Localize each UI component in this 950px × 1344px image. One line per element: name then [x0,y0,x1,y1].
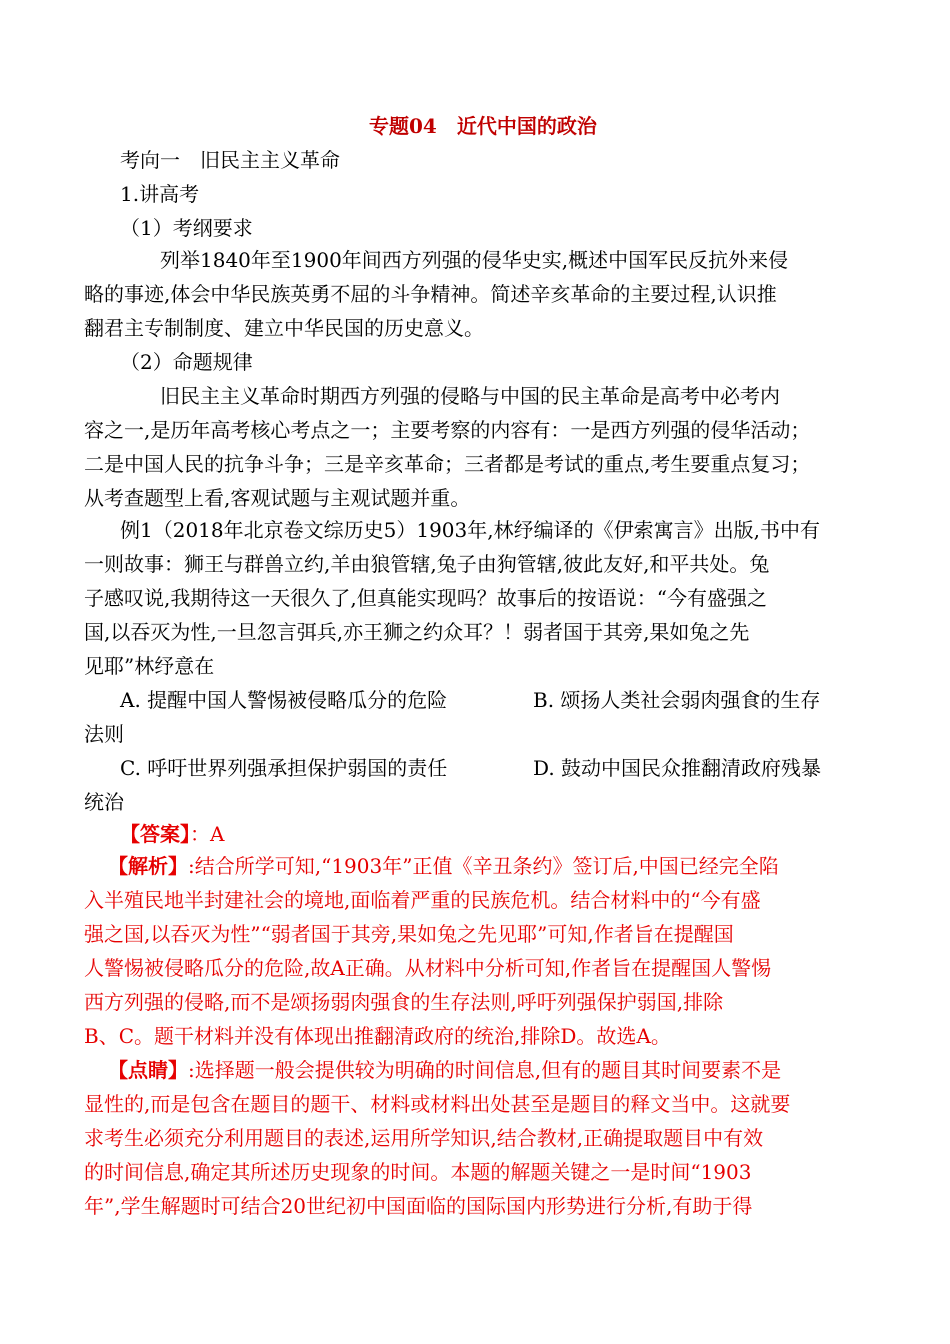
option-b-wrap: 法则 [84,722,124,746]
analysis-label: 【解析】 [108,854,188,878]
option-b: B. 颂扬人类社会弱肉强食的生存 [533,688,821,712]
option-d: D. 鼓动中国民众推翻清政府残暴 [533,756,822,780]
subsection-heading: 1.讲高考 [120,182,200,206]
tip-label: 【点睛】 [108,1058,188,1082]
example-line: 见耶”林纾意在 [84,654,215,678]
analysis-first-line [108,852,779,880]
option-a: A. 提醒中国人警惕被侵略瓜分的危险 [120,688,448,712]
tip-line: 显性的,而是包含在题目的题干、材料或材料出处甚至是题目的释文当中。这就要 [84,1092,791,1116]
requirements-line: 翻君主专制制度、建立中华民国的历史意义。 [84,316,484,340]
tip-line: 求考生必须充分利用题目的表述,运用所学知识,结合教材,正确提取题目中有效 [84,1126,764,1150]
rules-line: 旧民主主义革命时期西方列强的侵略与中国的民主革命是高考中必考内 [160,384,780,408]
example-line: 例1（2018年北京卷文综历史5）1903年,林纾编译的《伊索寓言》出版,书中有 [120,518,820,542]
section-heading: 考向一 旧民主主义革命 [120,148,340,172]
analysis-line: 人警惕被侵略瓜分的危险,故A正确。从材料中分析可知,作者旨在提醒国人警惕 [84,956,772,980]
analysis-line: 西方列强的侵略,而不是颂扬弱肉强食的生存法则,呼吁列强保护弱国,排除 [84,990,724,1014]
requirements-line: 列举1840年至1900年间西方列强的侵华史实,概述中国军民反抗外来侵 [160,248,789,272]
requirements-line: 略的事迹,体会中华民族英勇不屈的斗争精神。简述辛亥革命的主要过程,认识推 [84,282,777,306]
rules-line: 容之一,是历年高考核心考点之一；主要考察的内容有：一是西方列强的侵华活动； [84,418,811,442]
option-c: C. 呼吁世界列强承担保护弱国的责任 [120,756,448,780]
subsection-rules: （2）命题规律 [120,350,253,374]
tip-line: 的时间信息,确定其所述历史现象的时间。本题的解题关键之一是时间“1903 [84,1160,752,1184]
tip-line: 年”,学生解题时可结合20世纪初中国面临的国际国内形势进行分析,有助于得 [84,1194,753,1218]
rules-line: 从考查题型上看,客观试题与主观试题并重。 [84,486,471,510]
example-line: 国,以吞灭为性,一旦忽言弭兵,亦王狮之约众耳？！弱者国于其旁,果如兔之先 [84,620,750,644]
analysis-line: B、C。题干材料并没有体现出推翻清政府的统治,排除D。故选A。 [84,1024,671,1048]
answer [120,820,224,848]
rules-line: 二是中国人民的抗争斗争；三是辛亥革命；三者都是考试的重点,考生要重点复习； [84,452,811,476]
subsection-requirements: （1）考纲要求 [120,216,253,240]
tip-first-line [108,1056,781,1084]
analysis-line: :结合所学可知,“1903年”正值《辛丑条约》签订后,中国已经完全陷 [188,854,779,878]
analysis-line: 入半殖民地半封建社会的境地,面临着严重的民族危机。结合材料中的“今有盛 [84,888,761,912]
page-title: 专题04 近代中国的政治 [369,114,597,138]
example-line: 子感叹说,我期待这一天很久了,但真能实现吗？故事后的按语说：“今有盛强之 [84,586,767,610]
analysis-line: 强之国,以吞灭为性”“弱者国于其旁,果如兔之先见耶”可知,作者旨在提醒国 [84,922,734,946]
tip-line: :选择题一般会提供较为明确的时间信息,但有的题目其时间要素不是 [188,1058,782,1082]
example-line: 一则故事：狮王与群兽立约,羊由狼管辖,兔子由狗管辖,彼此友好,和平共处。兔 [84,552,770,576]
answer-value: ：A [190,822,225,846]
option-d-wrap: 统治 [84,790,124,814]
answer-label: 【答案】 [120,822,190,846]
